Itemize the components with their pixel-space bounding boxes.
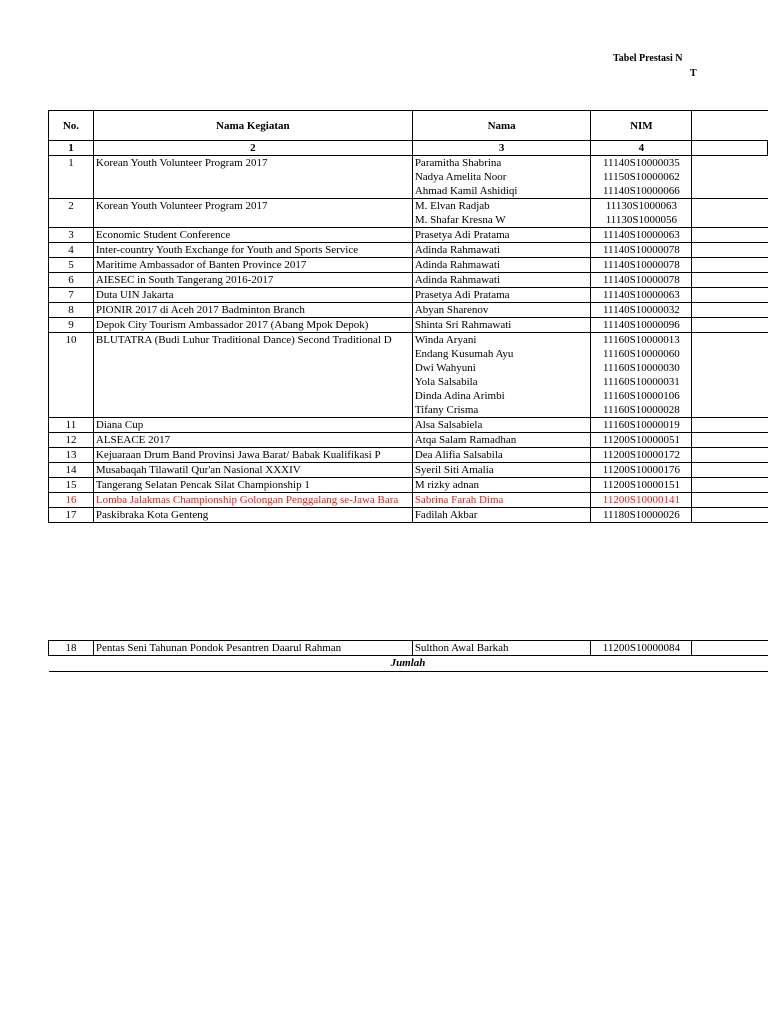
row-nama-kegiatan <box>93 347 412 361</box>
sheet-title-line1: Tabel Prestasi N <box>613 53 683 64</box>
row-no <box>49 361 94 375</box>
table-row <box>49 288 768 303</box>
row-next-cell <box>692 213 768 228</box>
table-row <box>49 199 768 214</box>
row-nama: Shinta Sri Rahmawati <box>412 318 591 333</box>
row-next-cell <box>692 273 768 288</box>
achievement-table <box>48 110 768 672</box>
row-nama-kegiatan: Kejuaraan Drum Band Provinsi Jawa Barat/ Babak Kualifikasi P <box>93 448 412 463</box>
row-nama: Adinda Rahmawati <box>412 258 591 273</box>
row-no: 16 <box>49 493 94 508</box>
row-nim: 11150S10000062 <box>591 170 692 184</box>
row-nama-kegiatan <box>93 361 412 375</box>
table-row <box>49 347 768 361</box>
row-no <box>49 184 94 199</box>
row-next-cell <box>692 258 768 273</box>
row-no: 11 <box>49 418 94 433</box>
row-no <box>49 347 94 361</box>
row-no: 5 <box>49 258 94 273</box>
row-no: 10 <box>49 333 94 348</box>
row-nama-kegiatan <box>93 184 412 199</box>
table-row <box>49 258 768 273</box>
row-no: 2 <box>49 199 94 214</box>
row-no <box>49 170 94 184</box>
row-nama-kegiatan: Economic Student Conference <box>93 228 412 243</box>
row-nama-kegiatan: ALSEACE 2017 <box>93 433 412 448</box>
row-nim: 11140S10000035 <box>591 156 692 171</box>
row-nim: 11140S10000078 <box>591 273 692 288</box>
row-next-cell <box>692 463 768 478</box>
row-next-cell <box>692 508 768 523</box>
row-nim: 11140S10000063 <box>591 288 692 303</box>
sheet-title-line2: T <box>690 68 697 79</box>
row-no: 13 <box>49 448 94 463</box>
row-no: 17 <box>49 508 94 523</box>
table-row <box>49 318 768 333</box>
table-row <box>49 433 768 448</box>
row-nama-kegiatan <box>93 375 412 389</box>
row-nim: 11160S10000031 <box>591 375 692 389</box>
row-next-cell <box>692 493 768 508</box>
table-row <box>49 243 768 258</box>
table-row <box>49 641 768 656</box>
row-nim: 11130S1000063 <box>591 199 692 214</box>
table-row <box>49 448 768 463</box>
row-nim: 11200S10000084 <box>591 641 692 656</box>
row-no: 9 <box>49 318 94 333</box>
row-nim: 11140S10000066 <box>591 184 692 199</box>
row-nama: Adinda Rahmawati <box>412 273 591 288</box>
row-nim: 11140S10000078 <box>591 258 692 273</box>
table-row <box>49 375 768 389</box>
column-number: 3 <box>412 141 591 156</box>
row-nama: Sabrina Farah Dima <box>412 493 591 508</box>
row-nama-kegiatan: Duta UIN Jakarta <box>93 288 412 303</box>
row-nama-kegiatan: Diana Cup <box>93 418 412 433</box>
jumlah-row <box>49 656 768 672</box>
row-next-cell <box>692 375 768 389</box>
column-number: 1 <box>49 141 94 156</box>
row-next-cell <box>692 418 768 433</box>
row-no: 18 <box>49 641 94 656</box>
table-body <box>49 156 768 523</box>
row-nim: 11140S10000063 <box>591 228 692 243</box>
row-next-cell <box>692 347 768 361</box>
table-row <box>49 403 768 418</box>
jumlah-label: Jumlah <box>49 656 768 672</box>
column-number: 4 <box>591 141 692 156</box>
row-nama: Nadya Amelita Noor <box>412 170 591 184</box>
row-nama: Syeril Siti Amalia <box>412 463 591 478</box>
row-next-cell <box>692 199 768 214</box>
row-no: 4 <box>49 243 94 258</box>
row-nama: Ahmad Kamil Ashidiqi <box>412 184 591 199</box>
row-nama: Yola Salsabila <box>412 375 591 389</box>
row-next-cell <box>692 403 768 418</box>
row-nama-kegiatan <box>93 403 412 418</box>
row-next-cell <box>692 243 768 258</box>
table-row <box>49 361 768 375</box>
table-row <box>49 333 768 348</box>
row-nama: Dwi Wahyuni <box>412 361 591 375</box>
blank-gap-row <box>49 523 768 641</box>
row-next-cell <box>692 184 768 199</box>
row-next-cell <box>692 228 768 243</box>
row-nama-kegiatan: Paskibraka Kota Genteng <box>93 508 412 523</box>
row-next-cell <box>692 433 768 448</box>
row-nim: 11200S10000176 <box>591 463 692 478</box>
row-next-cell <box>692 641 768 656</box>
row-nim: 11200S10000051 <box>591 433 692 448</box>
row-next-cell <box>692 478 768 493</box>
achievement-table-wrapper <box>48 110 768 672</box>
row-nim: 11160S10000060 <box>591 347 692 361</box>
table-row <box>49 478 768 493</box>
header-next-column <box>692 111 768 141</box>
row-no: 8 <box>49 303 94 318</box>
table-footer <box>49 523 768 672</box>
row-nama: Prasetya Adi Pratama <box>412 228 591 243</box>
row-no: 7 <box>49 288 94 303</box>
row-nama: Sulthon Awal Barkah <box>412 641 591 656</box>
table-row <box>49 389 768 403</box>
row-nim: 11200S10000151 <box>591 478 692 493</box>
table-row <box>49 184 768 199</box>
row-nama-kegiatan: Korean Youth Volunteer Program 2017 <box>93 199 412 214</box>
row-nim: 11160S10000030 <box>591 361 692 375</box>
row-nim: 11140S10000032 <box>591 303 692 318</box>
header-row <box>49 111 768 141</box>
row-nama: Dea Alifia Salsabila <box>412 448 591 463</box>
table-row <box>49 156 768 171</box>
table-row <box>49 493 768 508</box>
row-next-cell <box>692 361 768 375</box>
row-next-cell <box>692 156 768 171</box>
column-number-row <box>49 141 768 156</box>
row-nama-kegiatan: Lomba Jalakmas Championship Golongan Penggalang se-Jawa Bara <box>93 493 412 508</box>
blank-gap-cell <box>49 523 768 641</box>
row-no: 1 <box>49 156 94 171</box>
row-nim: 11130S1000056 <box>591 213 692 228</box>
row-nama: M rizky adnan <box>412 478 591 493</box>
row-nama-kegiatan <box>93 170 412 184</box>
row-nama: Adinda Rahmawati <box>412 243 591 258</box>
row-no <box>49 375 94 389</box>
row-nama: Alsa Salsabiela <box>412 418 591 433</box>
row-next-cell <box>692 170 768 184</box>
row-nim: 11160S10000013 <box>591 333 692 348</box>
row-nama-kegiatan <box>93 213 412 228</box>
row-nama-kegiatan: Pentas Seni Tahunan Pondok Pesantren Daarul Rahman <box>93 641 412 656</box>
row-next-cell <box>692 303 768 318</box>
row-no: 12 <box>49 433 94 448</box>
row-no <box>49 213 94 228</box>
header-no: No. <box>49 111 94 141</box>
row-nama: M. Shafar Kresna W <box>412 213 591 228</box>
row-nama-kegiatan <box>93 389 412 403</box>
table-row <box>49 170 768 184</box>
row-nama-kegiatan: BLUTATRA (Budi Luhur Traditional Dance) Second Traditional D <box>93 333 412 348</box>
row-nim: 11160S10000019 <box>591 418 692 433</box>
column-number: 2 <box>93 141 412 156</box>
row-no <box>49 403 94 418</box>
row-nim: 11140S10000096 <box>591 318 692 333</box>
table-row <box>49 213 768 228</box>
row-nama-kegiatan: AIESEC in South Tangerang 2016-2017 <box>93 273 412 288</box>
row-nama: M. Elvan Radjab <box>412 199 591 214</box>
row-nama-kegiatan: PIONIR 2017 di Aceh 2017 Badminton Branch <box>93 303 412 318</box>
row-next-cell <box>692 318 768 333</box>
row-nama: Endang Kusumah Ayu <box>412 347 591 361</box>
row-nim: 11160S10000028 <box>591 403 692 418</box>
row-next-cell <box>692 333 768 348</box>
row-no: 15 <box>49 478 94 493</box>
row-nama: Atqa Salam Ramadhan <box>412 433 591 448</box>
row-nim: 11180S10000026 <box>591 508 692 523</box>
row-no: 6 <box>49 273 94 288</box>
row-no: 14 <box>49 463 94 478</box>
row-nama-kegiatan: Inter-country Youth Exchange for Youth and Sports Service <box>93 243 412 258</box>
row-nim: 11140S10000078 <box>591 243 692 258</box>
row-nim: 11160S10000106 <box>591 389 692 403</box>
header-nim: NIM <box>591 111 692 141</box>
table-row <box>49 418 768 433</box>
row-next-cell <box>692 448 768 463</box>
header-nama: Nama <box>412 111 591 141</box>
row-nama: Dinda Adina Arimbi <box>412 389 591 403</box>
row-nama: Winda Aryani <box>412 333 591 348</box>
row-nama-kegiatan: Depok City Tourism Ambassador 2017 (Abang Mpok Depok) <box>93 318 412 333</box>
table-row <box>49 463 768 478</box>
row-nama: Tifany Crisma <box>412 403 591 418</box>
column-number-next <box>692 141 768 156</box>
row-nama-kegiatan: Musabaqah Tilawatil Qur'an Nasional XXXIV <box>93 463 412 478</box>
table-row <box>49 508 768 523</box>
row-no <box>49 389 94 403</box>
row-nim: 11200S10000172 <box>591 448 692 463</box>
row-nama: Prasetya Adi Pratama <box>412 288 591 303</box>
row-nama-kegiatan: Tangerang Selatan Pencak Silat Championship 1 <box>93 478 412 493</box>
row-nama-kegiatan: Maritime Ambassador of Banten Province 2017 <box>93 258 412 273</box>
row-next-cell <box>692 389 768 403</box>
table-row <box>49 273 768 288</box>
table-row <box>49 303 768 318</box>
header-nama-kegiatan: Nama Kegiatan <box>93 111 412 141</box>
row-nama: Fadilah Akbar <box>412 508 591 523</box>
row-nama-kegiatan: Korean Youth Volunteer Program 2017 <box>93 156 412 171</box>
row-nama: Abyan Sharenov <box>412 303 591 318</box>
row-nim: 11200S10000141 <box>591 493 692 508</box>
row-no: 3 <box>49 228 94 243</box>
row-next-cell <box>692 288 768 303</box>
row-nama: Paramitha Shabrina <box>412 156 591 171</box>
table-row <box>49 228 768 243</box>
